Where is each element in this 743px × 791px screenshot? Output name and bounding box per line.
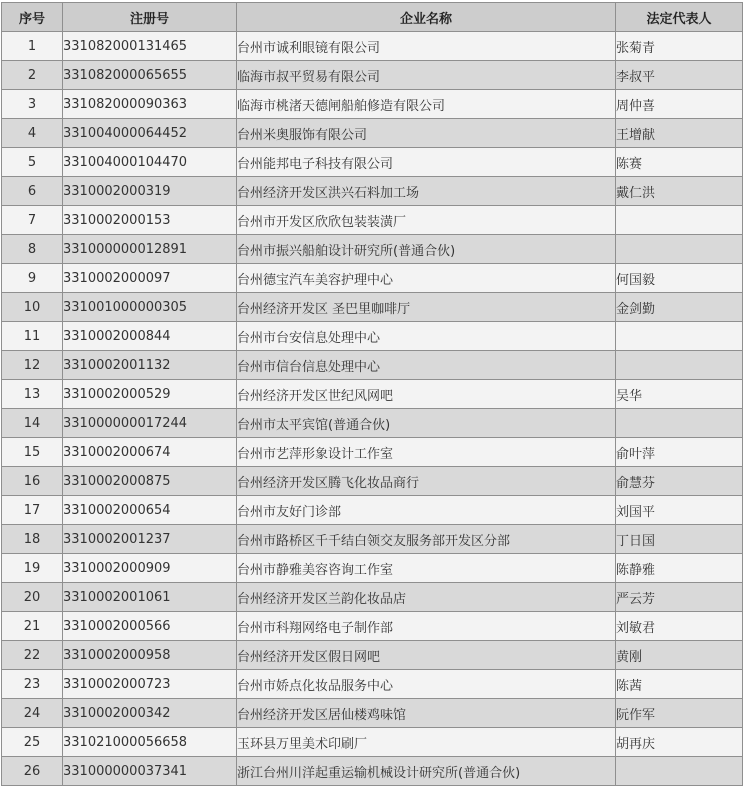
cell-reg-no: 3310002000566: [63, 612, 237, 641]
cell-rep: [616, 322, 743, 351]
cell-seq: 1: [2, 32, 63, 61]
cell-rep: 刘国平: [616, 496, 743, 525]
cell-name: 台州能邦电子科技有限公司: [237, 148, 616, 177]
table-row: [2, 177, 743, 206]
cell-rep: [616, 235, 743, 264]
table-row: [2, 670, 743, 699]
table-row: [2, 293, 743, 322]
cell-reg-no: 3310002000844: [63, 322, 237, 351]
table-row: [2, 525, 743, 554]
cell-reg-no: 331000000037341: [63, 757, 237, 786]
cell-reg-no: 331001000000305: [63, 293, 237, 322]
header-reg-no: 注册号: [63, 3, 237, 32]
cell-rep: 李叔平: [616, 61, 743, 90]
cell-name: 台州市诚利眼镜有限公司: [237, 32, 616, 61]
cell-name: 浙江台州川洋起重运输机械设计研究所(普通合伙): [237, 757, 616, 786]
cell-rep: 严云芳: [616, 583, 743, 612]
cell-reg-no: 3310002000529: [63, 380, 237, 409]
cell-rep: 胡再庆: [616, 728, 743, 757]
table-row: [2, 612, 743, 641]
cell-name: 台州米奥服饰有限公司: [237, 119, 616, 148]
cell-reg-no: 3310002000319: [63, 177, 237, 206]
cell-rep: 张菊青: [616, 32, 743, 61]
table-row: [2, 61, 743, 90]
cell-reg-no: 3310002000958: [63, 641, 237, 670]
cell-name: 台州经济开发区居仙楼鸡味馆: [237, 699, 616, 728]
cell-name: 临海市桃渚天德闸船舶修造有限公司: [237, 90, 616, 119]
cell-rep: [616, 206, 743, 235]
cell-reg-no: 331000000017244: [63, 409, 237, 438]
cell-reg-no: 3310002000909: [63, 554, 237, 583]
cell-reg-no: 3310002000674: [63, 438, 237, 467]
cell-name: 台州市路桥区千千结白领交友服务部开发区分部: [237, 525, 616, 554]
cell-reg-no: 3310002000342: [63, 699, 237, 728]
cell-rep: [616, 409, 743, 438]
cell-name: 台州市太平宾馆(普通合伙): [237, 409, 616, 438]
cell-seq: 19: [2, 554, 63, 583]
cell-reg-no: 331000000012891: [63, 235, 237, 264]
cell-seq: 17: [2, 496, 63, 525]
cell-rep: 俞叶萍: [616, 438, 743, 467]
header-rep: 法定代表人: [616, 3, 743, 32]
table-row: [2, 554, 743, 583]
table-row: [2, 467, 743, 496]
cell-rep: 何国毅: [616, 264, 743, 293]
cell-rep: 丁日国: [616, 525, 743, 554]
cell-seq: 23: [2, 670, 63, 699]
table-row: [2, 119, 743, 148]
table-row: [2, 322, 743, 351]
cell-reg-no: 3310002000723: [63, 670, 237, 699]
table-row: [2, 583, 743, 612]
table-row: [2, 438, 743, 467]
cell-reg-no: 3310002001061: [63, 583, 237, 612]
cell-name: 台州经济开发区兰韵化妆品店: [237, 583, 616, 612]
cell-seq: 5: [2, 148, 63, 177]
cell-rep: 陈茜: [616, 670, 743, 699]
table-body: [2, 32, 743, 786]
cell-reg-no: 331082000131465: [63, 32, 237, 61]
table-row: [2, 90, 743, 119]
cell-seq: 13: [2, 380, 63, 409]
table-row: [2, 32, 743, 61]
cell-name: 台州经济开发区世纪风网吧: [237, 380, 616, 409]
table-row: [2, 699, 743, 728]
table-header: [2, 3, 743, 32]
cell-name: 台州市振兴船舶设计研究所(普通合伙): [237, 235, 616, 264]
table-row: [2, 148, 743, 177]
cell-reg-no: 331082000090363: [63, 90, 237, 119]
cell-seq: 22: [2, 641, 63, 670]
header-row: [2, 3, 743, 32]
cell-reg-no: 3310002000654: [63, 496, 237, 525]
cell-rep: 王增献: [616, 119, 743, 148]
cell-reg-no: 331004000104470: [63, 148, 237, 177]
table-row: [2, 641, 743, 670]
cell-rep: 刘敏君: [616, 612, 743, 641]
cell-seq: 7: [2, 206, 63, 235]
table-row: [2, 351, 743, 380]
cell-rep: 金剑勤: [616, 293, 743, 322]
cell-seq: 11: [2, 322, 63, 351]
cell-rep: 陈静雅: [616, 554, 743, 583]
table-row: [2, 728, 743, 757]
cell-name: 台州市友好门诊部: [237, 496, 616, 525]
cell-rep: 陈赛: [616, 148, 743, 177]
cell-seq: 24: [2, 699, 63, 728]
table-row: [2, 235, 743, 264]
cell-name: 台州经济开发区 圣巴里咖啡厅: [237, 293, 616, 322]
cell-rep: 俞慧芬: [616, 467, 743, 496]
cell-name: 台州市静雅美容咨询工作室: [237, 554, 616, 583]
table-row: [2, 496, 743, 525]
cell-seq: 18: [2, 525, 63, 554]
cell-seq: 4: [2, 119, 63, 148]
cell-seq: 9: [2, 264, 63, 293]
cell-name: 台州经济开发区假日网吧: [237, 641, 616, 670]
cell-reg-no: 3310002001237: [63, 525, 237, 554]
cell-name: 玉环县万里美术印刷厂: [237, 728, 616, 757]
cell-reg-no: 3310002000097: [63, 264, 237, 293]
cell-name: 临海市叔平贸易有限公司: [237, 61, 616, 90]
cell-seq: 20: [2, 583, 63, 612]
cell-rep: 阮作军: [616, 699, 743, 728]
cell-seq: 10: [2, 293, 63, 322]
cell-seq: 14: [2, 409, 63, 438]
cell-name: 台州市信台信息处理中心: [237, 351, 616, 380]
cell-seq: 21: [2, 612, 63, 641]
header-name: 企业名称: [237, 3, 616, 32]
cell-seq: 2: [2, 61, 63, 90]
table-row: [2, 206, 743, 235]
cell-reg-no: 331004000064452: [63, 119, 237, 148]
cell-rep: 黄刚: [616, 641, 743, 670]
cell-seq: 15: [2, 438, 63, 467]
cell-seq: 3: [2, 90, 63, 119]
table-row: [2, 409, 743, 438]
cell-name: 台州德宝汽车美容护理中心: [237, 264, 616, 293]
cell-seq: 26: [2, 757, 63, 786]
cell-seq: 6: [2, 177, 63, 206]
cell-reg-no: 331021000056658: [63, 728, 237, 757]
cell-rep: [616, 351, 743, 380]
cell-name: 台州市科翔网络电子制作部: [237, 612, 616, 641]
header-seq: 序号: [2, 3, 63, 32]
cell-rep: 周仲喜: [616, 90, 743, 119]
cell-name: 台州经济开发区腾飞化妆品商行: [237, 467, 616, 496]
table-row: [2, 264, 743, 293]
cell-rep: 戴仁洪: [616, 177, 743, 206]
cell-name: 台州市开发区欣欣包装装潢厂: [237, 206, 616, 235]
table-row: [2, 757, 743, 786]
cell-reg-no: 3310002000153: [63, 206, 237, 235]
cell-rep: [616, 757, 743, 786]
cell-reg-no: 3310002000875: [63, 467, 237, 496]
cell-reg-no: 3310002001132: [63, 351, 237, 380]
cell-name: 台州市娇点化妆品服务中心: [237, 670, 616, 699]
cell-rep: 吴华: [616, 380, 743, 409]
cell-seq: 16: [2, 467, 63, 496]
cell-seq: 8: [2, 235, 63, 264]
cell-name: 台州经济开发区洪兴石料加工场: [237, 177, 616, 206]
cell-seq: 12: [2, 351, 63, 380]
cell-reg-no: 331082000065655: [63, 61, 237, 90]
table-row: [2, 380, 743, 409]
cell-name: 台州市台安信息处理中心: [237, 322, 616, 351]
cell-name: 台州市艺萍形象设计工作室: [237, 438, 616, 467]
enterprise-table: [1, 2, 743, 786]
cell-seq: 25: [2, 728, 63, 757]
